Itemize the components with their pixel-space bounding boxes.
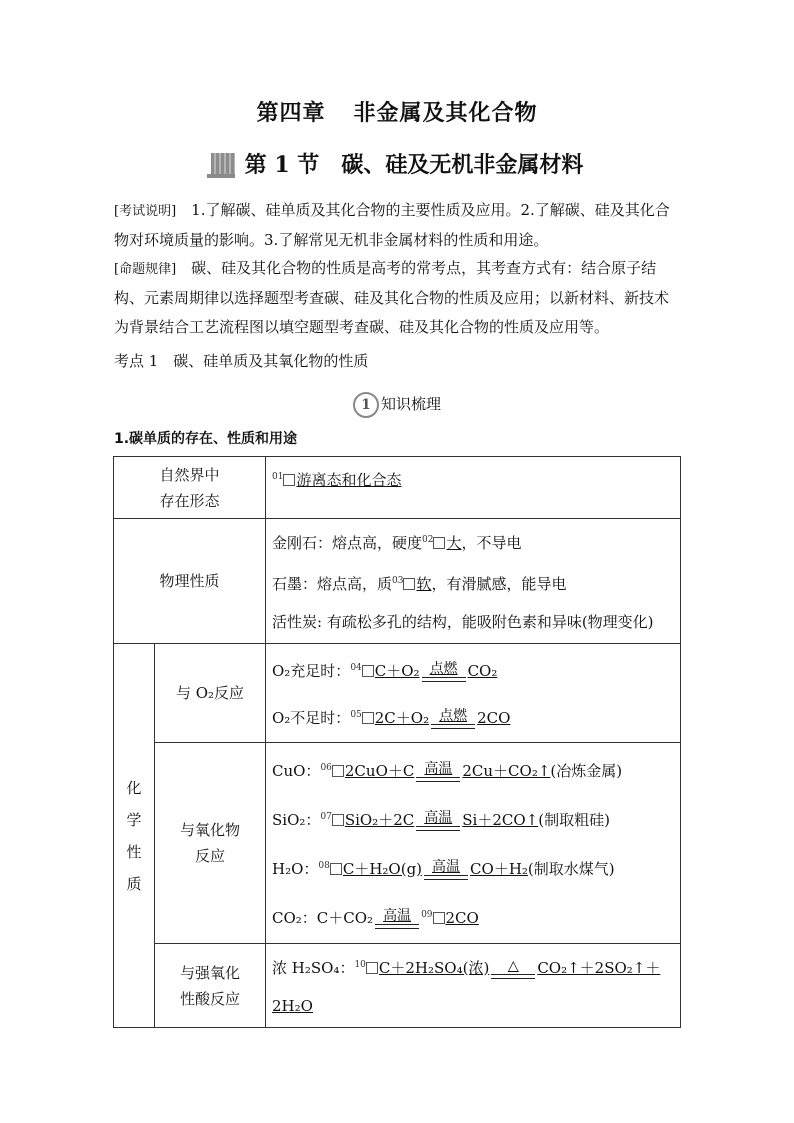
kaodian-title: 考点 1 碳、硅单质及其氧化物的性质 [114, 352, 369, 370]
physical-cell [266, 519, 681, 644]
blank-box-icon [433, 912, 445, 924]
active-carbon-line: 活性炭: 有疏松多孔的结构，能吸附色素和异味(物理变化) [272, 613, 654, 631]
exam-note-label: [考试说明] [114, 204, 177, 219]
co2-line: CO₂：C＋CO₂ 高温 $^{09}$ 2CO [272, 908, 479, 927]
reaction-condition: △ [491, 959, 535, 979]
reaction-condition: 高温 [416, 762, 460, 782]
blank-box-icon [362, 665, 374, 677]
reaction-condition: 高温 [416, 811, 460, 831]
table-row [114, 457, 681, 519]
reaction-condition: 点燃 [431, 709, 475, 729]
row-label-oxide: 与氧化物 反应 [155, 743, 266, 944]
h2o-line: H₂O：$^{08}$ C＋H₂O(g) 高温 CO＋H₂(制取水煤气) [272, 859, 615, 878]
book-icon [211, 153, 235, 175]
reaction-condition: 高温 [375, 909, 419, 929]
blank-box-icon [283, 474, 295, 486]
reaction-condition: 高温 [424, 860, 468, 880]
table-row [114, 519, 681, 644]
reaction-condition: 点燃 [422, 662, 466, 682]
row-label-physical: 物理性质 [114, 519, 266, 644]
rule-text: 碳、硅及其化合物的性质是高考的常考点，其考查方式有：结合原子结构、元素周期律以选择题型考查碳、硅及其化合物的性质及应用；以新材料、新技术为背景结合工艺流程图以填空题型考查碳、硅及其化合物的性质及应用等。 [114, 259, 670, 336]
oxide-cell [266, 743, 681, 944]
rule-label: [命题规律] [114, 262, 177, 277]
chapter-title: 第四章 非金属及其化合物 [256, 100, 538, 126]
sio2-line: SiO₂：$^{07}$ SiO₂＋2C 高温 Si＋2CO↑(制取粗硅) [272, 810, 610, 829]
blank-box-icon [403, 578, 415, 590]
blank-box-icon [332, 814, 344, 826]
graphite-line: 石墨：熔点高，质$^{03}$ 软，有滑腻感，能导电 [272, 575, 567, 593]
exam-note [114, 196, 682, 255]
blank-box-icon [330, 863, 342, 875]
rule-note [114, 254, 682, 342]
table-row [114, 644, 681, 743]
acid-cell [266, 944, 681, 1028]
number-circle-icon: 1 [353, 392, 379, 418]
o2-less-line: O₂不足时：$^{05}$ 2C＋O₂ 点燃 2CO [272, 708, 511, 727]
existence-cell: $^{01}$ 游离态和化合态 [266, 457, 681, 519]
exam-note-text: 1.了解碳、硅单质及其化合物的主要性质及应用。2.了解碳、硅及其化合物对环境质量的影响。3.了解常见无机非金属材料的性质和用途。 [114, 201, 670, 249]
blank-box-icon [433, 537, 445, 549]
o2-full-line: O₂充足时：$^{04}$ C＋O₂ 点燃 CO₂ [272, 661, 498, 680]
row-label-o2: 与 O₂反应 [155, 644, 266, 743]
acid-line-2: 2H₂O [272, 997, 313, 1015]
blank-box-icon [332, 765, 344, 777]
table-row [114, 743, 681, 944]
row-label-chemical: 化学性质 [114, 644, 155, 1028]
table-row [114, 944, 681, 1028]
blank-box-icon [362, 712, 374, 724]
acid-line: 浓 H₂SO₄：$^{10}$ C＋2H₂SO₄(浓) △ CO₂↑＋2SO₂↑＋ [272, 958, 661, 977]
subsection-title: 1.碳单质的存在、性质和用途 [114, 431, 298, 447]
carbon-property-table [113, 456, 681, 1028]
cuo-line: CuO：$^{06}$ 2CuO＋C 高温 2Cu＋CO₂↑(冶炼金属) [272, 761, 623, 780]
diamond-line: 金刚石：熔点高，硬度$^{02}$ 大，不导电 [272, 534, 522, 552]
knowledge-heading: 1 知识梳理 [0, 392, 794, 418]
o2-cell [266, 644, 681, 743]
row-label-acid: 与强氧化 性酸反应 [155, 944, 266, 1028]
row-label-existence: 自然界中 存在形态 [114, 457, 266, 519]
blank-box-icon [366, 962, 378, 974]
section-title: 第 1 节 碳、硅及无机非金属材料 [0, 148, 794, 179]
